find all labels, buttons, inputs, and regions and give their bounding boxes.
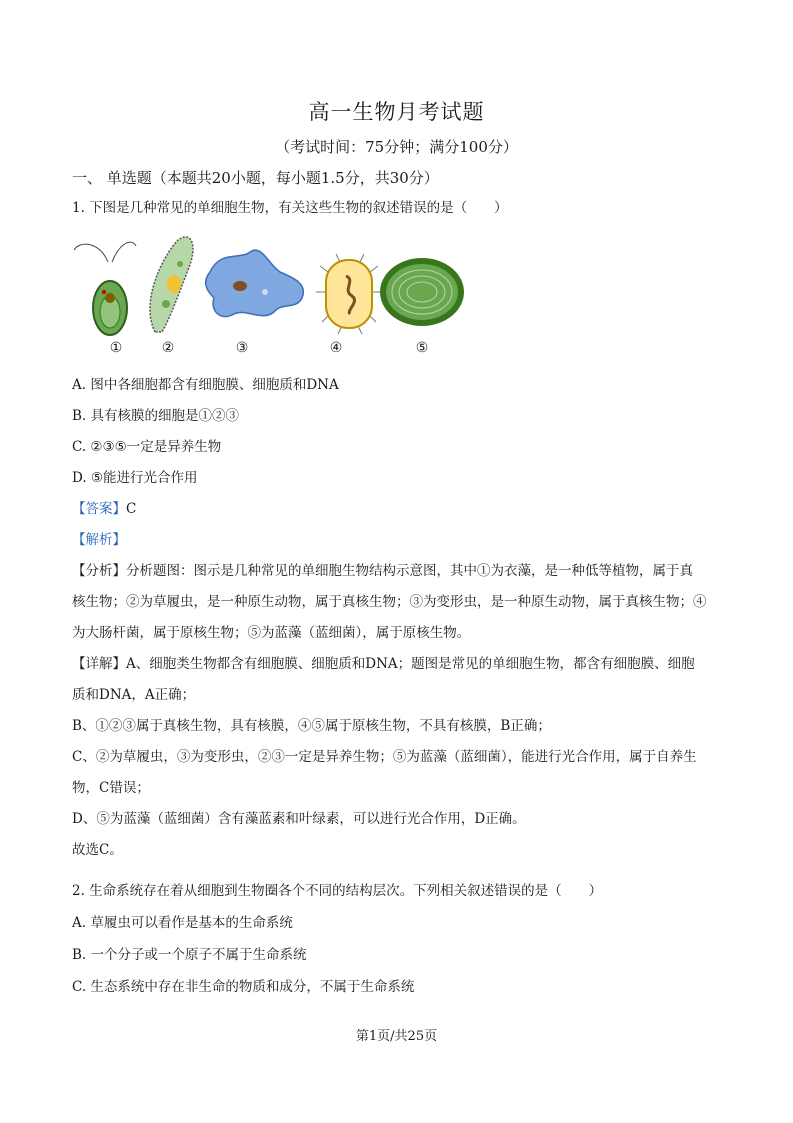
xiangjie-tag: 【详解】	[72, 656, 126, 672]
detail-line-d: D、⑤为蓝藻（蓝细菌）含有藻蓝素和叶绿素，可以进行光合作用，D正确。	[72, 811, 526, 827]
fenxi-tag: 【分析】	[72, 563, 126, 579]
chlamydomonas-image	[74, 242, 136, 335]
answer-value: C	[126, 501, 137, 517]
analysis-line-1	[72, 561, 693, 581]
question-1-figure	[70, 232, 470, 362]
question-1-option-d: D. ⑤能进行光合作用	[72, 470, 198, 486]
organisms-illustration	[70, 232, 470, 338]
analysis-line-2: 核生物；②为草履虫，是一种原生动物，属于真核生物；③为变形虫，是一种原生动物，属于真核生物；④	[72, 594, 707, 610]
detail-line-2: 质和DNA，A正确；	[72, 687, 196, 703]
page-title: 高一生物月考试题	[308, 100, 485, 124]
exam-subtitle: （考试时间：75分钟；满分100分）	[275, 138, 518, 156]
question-1-option-a: A. 图中各细胞都含有细胞膜、细胞质和DNA	[72, 377, 339, 393]
figure-label-2: ②	[161, 340, 175, 356]
question-1-option-b: B. 具有核膜的细胞是①②③	[72, 408, 240, 424]
xiangjie-text-1: A、细胞类生物都含有细胞膜、细胞质和DNA；题图是常见的单细胞生物，都含有细胞膜、细胞	[126, 656, 695, 672]
analysis-tag: 【解析】	[72, 532, 126, 548]
detail-line-c1: C、②为草履虫，③为变形虫，②③一定是异养生物；⑤为蓝藻（蓝细菌），能进行光合作用，属于自养生	[72, 749, 697, 765]
question-2-stem: 2. 生命系统存在着从细胞到生物圈各个不同的结构层次。下列相关叙述错误的是（ ）	[72, 883, 603, 899]
figure-label-3: ③	[235, 340, 249, 356]
detail-line-1	[72, 654, 695, 674]
detail-line-b: B、①②③属于真核生物，具有核膜，④⑤属于原核生物，不具有核膜，B正确；	[72, 718, 551, 734]
section-heading: 一、 单选题（本题共20小题，每小题1.5分，共30分）	[72, 169, 439, 187]
question-2-option-a: A. 草履虫可以看作是基本的生命系统	[72, 915, 293, 931]
figure-label-1: ①	[109, 340, 123, 356]
detail-line-c2: 物，C错误；	[72, 780, 150, 796]
paramecium-image	[150, 237, 193, 332]
answer-line	[72, 499, 136, 519]
figure-label-5: ⑤	[415, 340, 429, 356]
bacterium-image	[316, 254, 382, 334]
cyanobacterium-image	[380, 258, 464, 326]
question-1-stem: 1. 下图是几种常见的单细胞生物，有关这些生物的叙述错误的是（ ）	[72, 200, 508, 216]
figure-label-4: ④	[329, 340, 343, 356]
amoeba-image	[206, 250, 304, 316]
answer-tag: 【答案】	[72, 501, 126, 517]
page-footer: 第1页/共25页	[355, 1029, 438, 1044]
question-2-option-b: B. 一个分子或一个原子不属于生命系统	[72, 947, 307, 963]
question-2-option-c: C. 生态系统中存在非生命的物质和成分，不属于生命系统	[72, 979, 415, 995]
conclusion-line: 故选C。	[72, 842, 123, 858]
analysis-line-3: 为大肠杆菌，属于原核生物；⑤为蓝藻（蓝细菌），属于原核生物。	[72, 625, 471, 641]
fenxi-text-1: 分析题图：图示是几种常见的单细胞生物结构示意图，其中①为衣藻，是一种低等植物，属于真	[126, 563, 693, 579]
question-1-option-c: C. ②③⑤一定是异养生物	[72, 439, 222, 455]
